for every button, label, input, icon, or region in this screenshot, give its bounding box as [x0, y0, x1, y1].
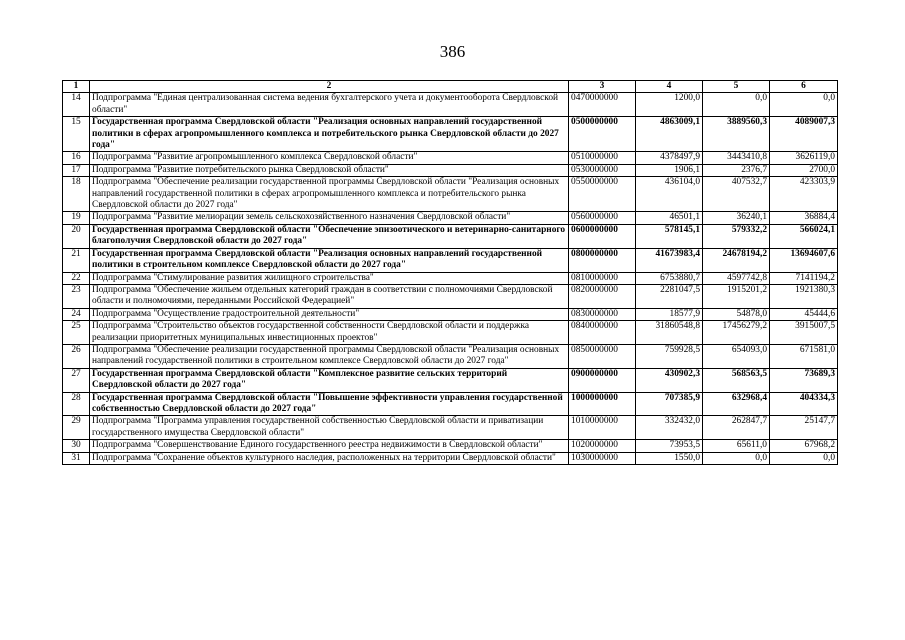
header-col-6: 6	[770, 81, 838, 93]
amount-col-4: 31860548,8	[636, 321, 703, 345]
table-header-row	[63, 81, 838, 93]
table-row	[63, 440, 838, 452]
program-name: Подпрограмма "Развитие мелиорации земель сельскохозяйственного назначения Свердловской области"	[90, 212, 569, 224]
program-name: Государственная программа Свердловской области "Обеспечение эпизоотического и ветеринарно-санитарного благополучия Свердловской области до 2027 года"	[90, 224, 569, 248]
row-number: 29	[63, 416, 90, 440]
amount-col-5: 579332,2	[703, 224, 770, 248]
amount-col-4: 2281047,5	[636, 284, 703, 308]
amount-col-4: 578145,1	[636, 224, 703, 248]
amount-col-5: 4597742,8	[703, 272, 770, 284]
amount-col-6: 3626119,0	[770, 152, 838, 164]
amount-col-5: 3443410,8	[703, 152, 770, 164]
program-code: 0850000000	[569, 344, 636, 368]
amount-col-6: 566024,1	[770, 224, 838, 248]
amount-col-4: 430902,3	[636, 368, 703, 392]
program-name: Подпрограмма "Обеспечение реализации государственной программы Свердловской области "Реализация основных направлений государственной политики в строительном комплексе Свердловской области до 2027 года"	[90, 344, 569, 368]
program-name: Подпрограмма "Развитие потребительского рынка Свердловской области"	[90, 164, 569, 176]
program-code: 0500000000	[569, 117, 636, 152]
table-row	[63, 416, 838, 440]
program-code: 0830000000	[569, 308, 636, 320]
amount-col-4: 41673983,4	[636, 248, 703, 272]
amount-col-5: 17456279,2	[703, 321, 770, 345]
amount-col-6: 45444,6	[770, 308, 838, 320]
table-row	[63, 117, 838, 152]
amount-col-4: 436104,0	[636, 177, 703, 212]
row-number: 14	[63, 93, 90, 117]
table-row	[63, 321, 838, 345]
amount-col-5: 24678194,2	[703, 248, 770, 272]
program-name: Подпрограмма "Сохранение объектов культурного наследия, расположенных на территории Свердловской области"	[90, 452, 569, 464]
program-name: Подпрограмма "Единая централизованная система ведения бухгалтерского учета и документооборота Свердловской области"	[90, 93, 569, 117]
budget-table	[62, 80, 838, 465]
row-number: 28	[63, 392, 90, 416]
row-number: 24	[63, 308, 90, 320]
amount-col-4: 1550,0	[636, 452, 703, 464]
program-code: 1020000000	[569, 440, 636, 452]
row-number: 23	[63, 284, 90, 308]
row-number: 22	[63, 272, 90, 284]
program-name: Государственная программа Свердловской области "Реализация основных направлений государственной политики в строительном комплексе Свердловской области до 2027 года"	[90, 248, 569, 272]
program-name: Подпрограмма "Обеспечение реализации государственной программы Свердловской области "Реализация основных направлений государственной политики в сферах агропромышленного комплекса и потребительского рынка Свердловской области до 2027 года"	[90, 177, 569, 212]
amount-col-5: 568563,5	[703, 368, 770, 392]
program-code: 1010000000	[569, 416, 636, 440]
table-row	[63, 272, 838, 284]
amount-col-5: 36240,1	[703, 212, 770, 224]
amount-col-4: 759928,5	[636, 344, 703, 368]
table-row	[63, 224, 838, 248]
program-code: 0470000000	[569, 93, 636, 117]
program-name: Государственная программа Свердловской области "Повышение эффективности управления государственной собственностью Свердловской области до 2027 года"	[90, 392, 569, 416]
table-row	[63, 344, 838, 368]
amount-col-5: 407532,7	[703, 177, 770, 212]
program-code: 0840000000	[569, 321, 636, 345]
header-col-3: 3	[569, 81, 636, 93]
program-code: 0810000000	[569, 272, 636, 284]
row-number: 26	[63, 344, 90, 368]
program-name: Государственная программа Свердловской области "Комплексное развитие сельских территорий Свердловской области до 2027 года"	[90, 368, 569, 392]
row-number: 16	[63, 152, 90, 164]
amount-col-4: 18577,9	[636, 308, 703, 320]
table-row	[63, 212, 838, 224]
amount-col-5: 632968,4	[703, 392, 770, 416]
amount-col-6: 25147,7	[770, 416, 838, 440]
row-number: 25	[63, 321, 90, 345]
program-name: Подпрограмма "Обеспечение жильем отдельных категорий граждан в соответствии с полномочиями Свердловской области и полномочиями, переданными Российской Федерацией"	[90, 284, 569, 308]
amount-col-5: 2376,7	[703, 164, 770, 176]
amount-col-4: 332432,0	[636, 416, 703, 440]
amount-col-5: 0,0	[703, 452, 770, 464]
program-code: 0550000000	[569, 177, 636, 212]
amount-col-4: 46501,1	[636, 212, 703, 224]
amount-col-6: 2700,0	[770, 164, 838, 176]
program-name: Подпрограмма "Программа управления государственной собственностью Свердловской области и приватизации государственного имущества Свердловской области"	[90, 416, 569, 440]
amount-col-4: 73953,5	[636, 440, 703, 452]
amount-col-6: 36884,4	[770, 212, 838, 224]
program-code: 1000000000	[569, 392, 636, 416]
amount-col-6: 1921380,3	[770, 284, 838, 308]
row-number: 21	[63, 248, 90, 272]
program-code: 0530000000	[569, 164, 636, 176]
amount-col-6: 7141194,2	[770, 272, 838, 284]
program-name: Подпрограмма "Развитие агропромышленного комплекса Свердловской области"	[90, 152, 569, 164]
header-col-5: 5	[703, 81, 770, 93]
program-code: 0900000000	[569, 368, 636, 392]
amount-col-5: 0,0	[703, 93, 770, 117]
program-code: 0820000000	[569, 284, 636, 308]
amount-col-6: 423303,9	[770, 177, 838, 212]
row-number: 31	[63, 452, 90, 464]
amount-col-6: 0,0	[770, 93, 838, 117]
amount-col-6: 73689,3	[770, 368, 838, 392]
amount-col-6: 3915007,5	[770, 321, 838, 345]
row-number: 20	[63, 224, 90, 248]
amount-col-5: 3889560,3	[703, 117, 770, 152]
table-row	[63, 368, 838, 392]
table-row	[63, 308, 838, 320]
amount-col-5: 1915201,2	[703, 284, 770, 308]
header-col-2: 2	[90, 81, 569, 93]
amount-col-5: 654093,0	[703, 344, 770, 368]
amount-col-4: 707385,9	[636, 392, 703, 416]
program-code: 1030000000	[569, 452, 636, 464]
page-number: 386	[439, 42, 466, 61]
amount-col-4: 4863009,1	[636, 117, 703, 152]
table-row	[63, 164, 838, 176]
row-number: 17	[63, 164, 90, 176]
row-number: 27	[63, 368, 90, 392]
row-number: 30	[63, 440, 90, 452]
program-code: 0800000000	[569, 248, 636, 272]
row-number: 15	[63, 117, 90, 152]
program-name: Подпрограмма "Осуществление градостроительной деятельности"	[90, 308, 569, 320]
amount-col-6: 671581,0	[770, 344, 838, 368]
table-row	[63, 152, 838, 164]
program-name: Подпрограмма "Стимулирование развития жилищного строительства"	[90, 272, 569, 284]
amount-col-5: 65611,0	[703, 440, 770, 452]
amount-col-6: 4089007,3	[770, 117, 838, 152]
program-name: Подпрограмма "Совершенствование Единого государственного реестра недвижимости в Свердловской области"	[90, 440, 569, 452]
table-row	[63, 284, 838, 308]
amount-col-6: 13694607,6	[770, 248, 838, 272]
amount-col-4: 1906,1	[636, 164, 703, 176]
row-number: 18	[63, 177, 90, 212]
program-name: Государственная программа Свердловской области "Реализация основных направлений государственной политики в сферах агропромышленного комплекса и потребительского рынка Свердловской области до 2027 года"	[90, 117, 569, 152]
header-col-1: 1	[63, 81, 90, 93]
amount-col-5: 262847,7	[703, 416, 770, 440]
amount-col-6: 67968,2	[770, 440, 838, 452]
header-col-4: 4	[636, 81, 703, 93]
amount-col-4: 4378497,9	[636, 152, 703, 164]
amount-col-4: 6753880,7	[636, 272, 703, 284]
program-code: 0600000000	[569, 224, 636, 248]
table-row	[63, 248, 838, 272]
table-row	[63, 452, 838, 464]
amount-col-4: 1200,0	[636, 93, 703, 117]
amount-col-6: 404334,3	[770, 392, 838, 416]
program-code: 0510000000	[569, 152, 636, 164]
amount-col-6: 0,0	[770, 452, 838, 464]
amount-col-5: 54878,0	[703, 308, 770, 320]
row-number: 19	[63, 212, 90, 224]
table-row	[63, 392, 838, 416]
table-row	[63, 93, 838, 117]
program-name: Подпрограмма "Строительство объектов государственной собственности Свердловской области и поддержка реализации приоритетных муниципальных инвестиционных проектов"	[90, 321, 569, 345]
table-row	[63, 177, 838, 212]
program-code: 0560000000	[569, 212, 636, 224]
